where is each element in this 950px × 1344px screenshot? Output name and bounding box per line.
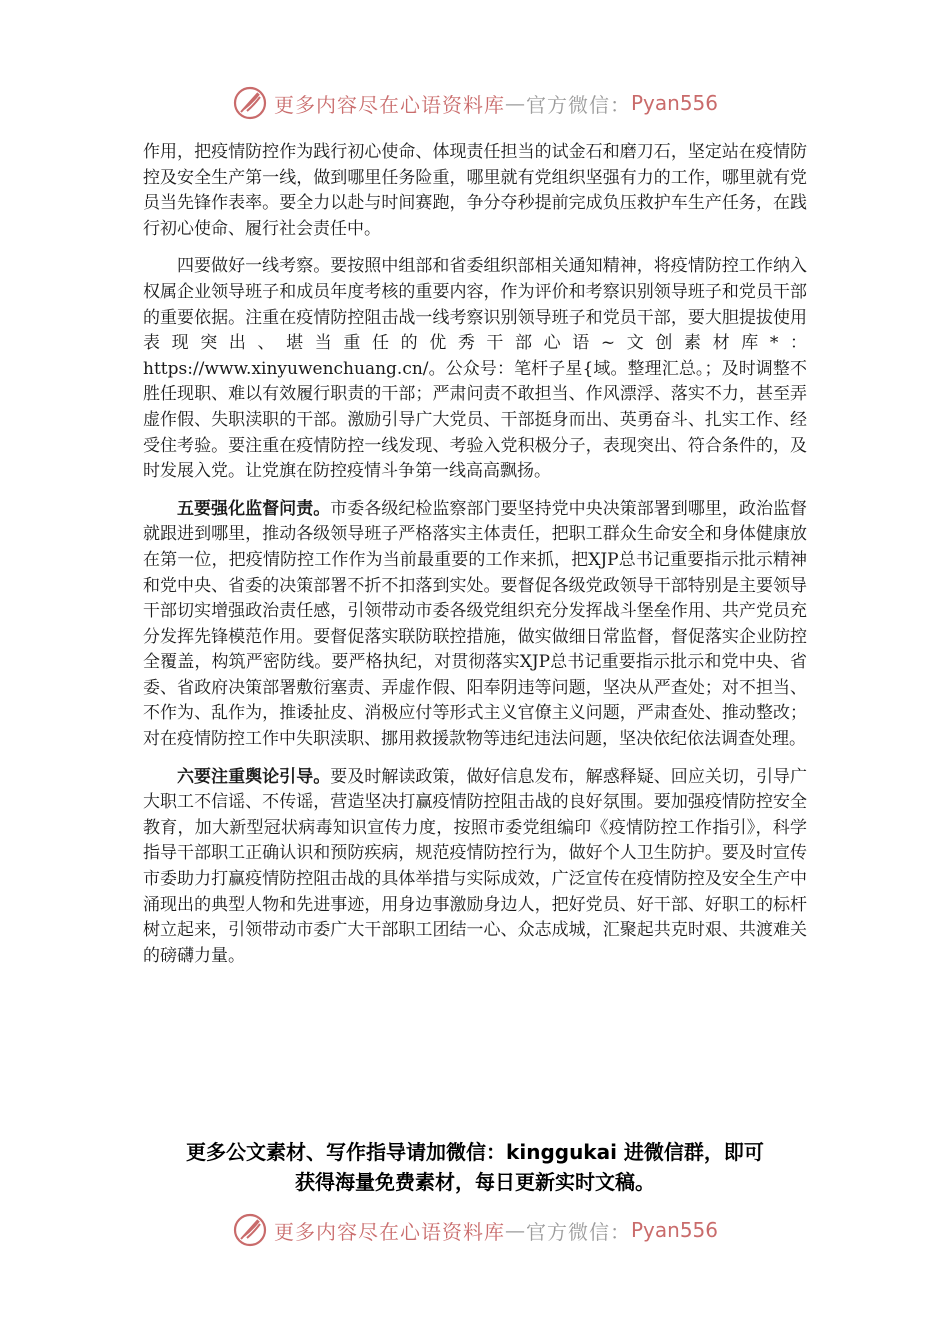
footer-line-1: 更多公文素材、写作指导请加微信：kinggukai 进微信群，即可 xyxy=(186,1140,764,1164)
paragraph-text: 作用，把疫情防控作为践行初心使命、体现责任担当的试金石和磨刀石，坚定站在疫情防控及安全生产第一线，做到哪里任务险重，哪里就有党组织坚强有力的工作，哪里就有党员当先锋作表率。要全力以赴与时间赛跑，争分夺秒提前完成负压救护车生产任务，在践行初心使命、履行社会责任中。 xyxy=(143,142,807,239)
banner-official-label: 官方微信： xyxy=(525,92,631,117)
section-heading: 六要注重舆论引导。 xyxy=(177,766,331,787)
footer-watermark-banner xyxy=(0,1210,950,1250)
paragraph-text: 要及时解读政策，做好信息发布，解惑释疑、回应关切，引导广大职工不信谣、不传谣，营造坚决打赢疫情防控阻击战的良好氛围。要加强疫情防控安全教育，加大新型冠状病毒知识宣传力度，按照市委党组编印《疫情防控工作指引》，科学指导干部职工正确认识和预防疾病，规范疫情防控行为，做好个人卫生防护。要及时宣传市委助力打赢疫情防控阻击战的具体举措与实际成效，广泛宣传在疫情防控及安全生产中涌现出的典型人物和先进事迹，用身边事激励身边人，把好党员、好干部、好职工的标杆树立起来，引领带动市委广大干部职工团结一心、众志成城，汇聚起共克时艰、共渡难关的磅礴力量。 xyxy=(143,766,807,966)
paragraph-text: 四要做好一线考察。要按照中组部和省委组织部相关通知精神，将疫情防控工作纳入权属企业领导班子和成员年度考核的重要内容，作为评价和考察识别领导班子和党员干部的重要依据。注重在疫情防控阻击战一线考察识别领导班子和党员干部，要大胆提拔使用表现突出、堪当重任的优秀干部心语~文创素材库*：https://www.xinyuwenchuang.cn/。公众号：笔杆子星{域。整理汇总。；及时调整不胜任现职、难以有效履行职责的干部；严肃问责不敢担当、作风漂浮、落实不力，甚至弄虚作假、失职渎职的干部。激励引导广大党员、干部挺身而出、英勇奋斗、扎实工作、经受住考验。要注重在疫情防控一线发现、考验入党积极分子，表现突出、符合条件的，及时发展入党。让党旗在防控疫情斗争第一线高高飘扬。 xyxy=(143,256,807,482)
paragraph-continuation xyxy=(143,140,807,242)
banner-wechat-id: Pyan556 xyxy=(630,91,718,115)
footer-promo-note xyxy=(100,1137,850,1197)
paragraph-text: 市委各级纪检监察部门要坚持党中央决策部署到哪里，政治监督就跟进到哪里，推动各级领导班子严格落实主体责任，把职工群众生命安全和身体健康放在第一位，把疫情防控工作作为当前最重要的工作来抓，把XJP总书记重要指示批示精神和党中央、省委的决策部署不折不扣落到实处。要督促各级党政领导干部特别是主要领导干部切实增强政治责任感，引领带动市委各级党组织充分发挥战斗堡垒作用、共产党员充分发挥先锋模范作用。要督促落实联防联控措施，做实做细日常监督，督促落实企业防控全覆盖，构筑严密防线。要严格执纪，对贯彻落实XJP总书记重要指示批示和党中央、省委、省政府决策部署敷衍塞责、弄虚作假、阳奉阴违等问题，坚决从严查处；对不担当、不作为、乱作为，推诿扯皮、消极应付等形式主义官僚主义问题，严肃查处、推动整改；对在疫情防控工作中失职渎职、挪用救援款物等违纪违法问题，坚决依纪依法调查处理。 xyxy=(143,498,807,750)
banner-dash: — xyxy=(504,91,526,115)
banner-site-name: 更多内容尽在心语资料库 xyxy=(273,1219,505,1244)
footer-line-2: 获得海量免费素材，每日更新实时文稿。 xyxy=(295,1170,655,1194)
banner-wechat-id: Pyan556 xyxy=(630,1218,718,1242)
paragraph-section-5 xyxy=(143,497,807,753)
header-watermark-banner xyxy=(0,83,950,123)
paragraph-section-6 xyxy=(143,765,807,970)
banner-dash: — xyxy=(504,1218,526,1242)
quill-logo-icon xyxy=(232,85,268,121)
paragraph-section-4 xyxy=(143,254,807,484)
document-body xyxy=(143,140,807,981)
banner-site-name: 更多内容尽在心语资料库 xyxy=(273,92,505,117)
section-heading: 五要强化监督问责。 xyxy=(177,498,331,519)
quill-logo-icon xyxy=(232,1212,268,1248)
banner-official-label: 官方微信： xyxy=(525,1219,631,1244)
